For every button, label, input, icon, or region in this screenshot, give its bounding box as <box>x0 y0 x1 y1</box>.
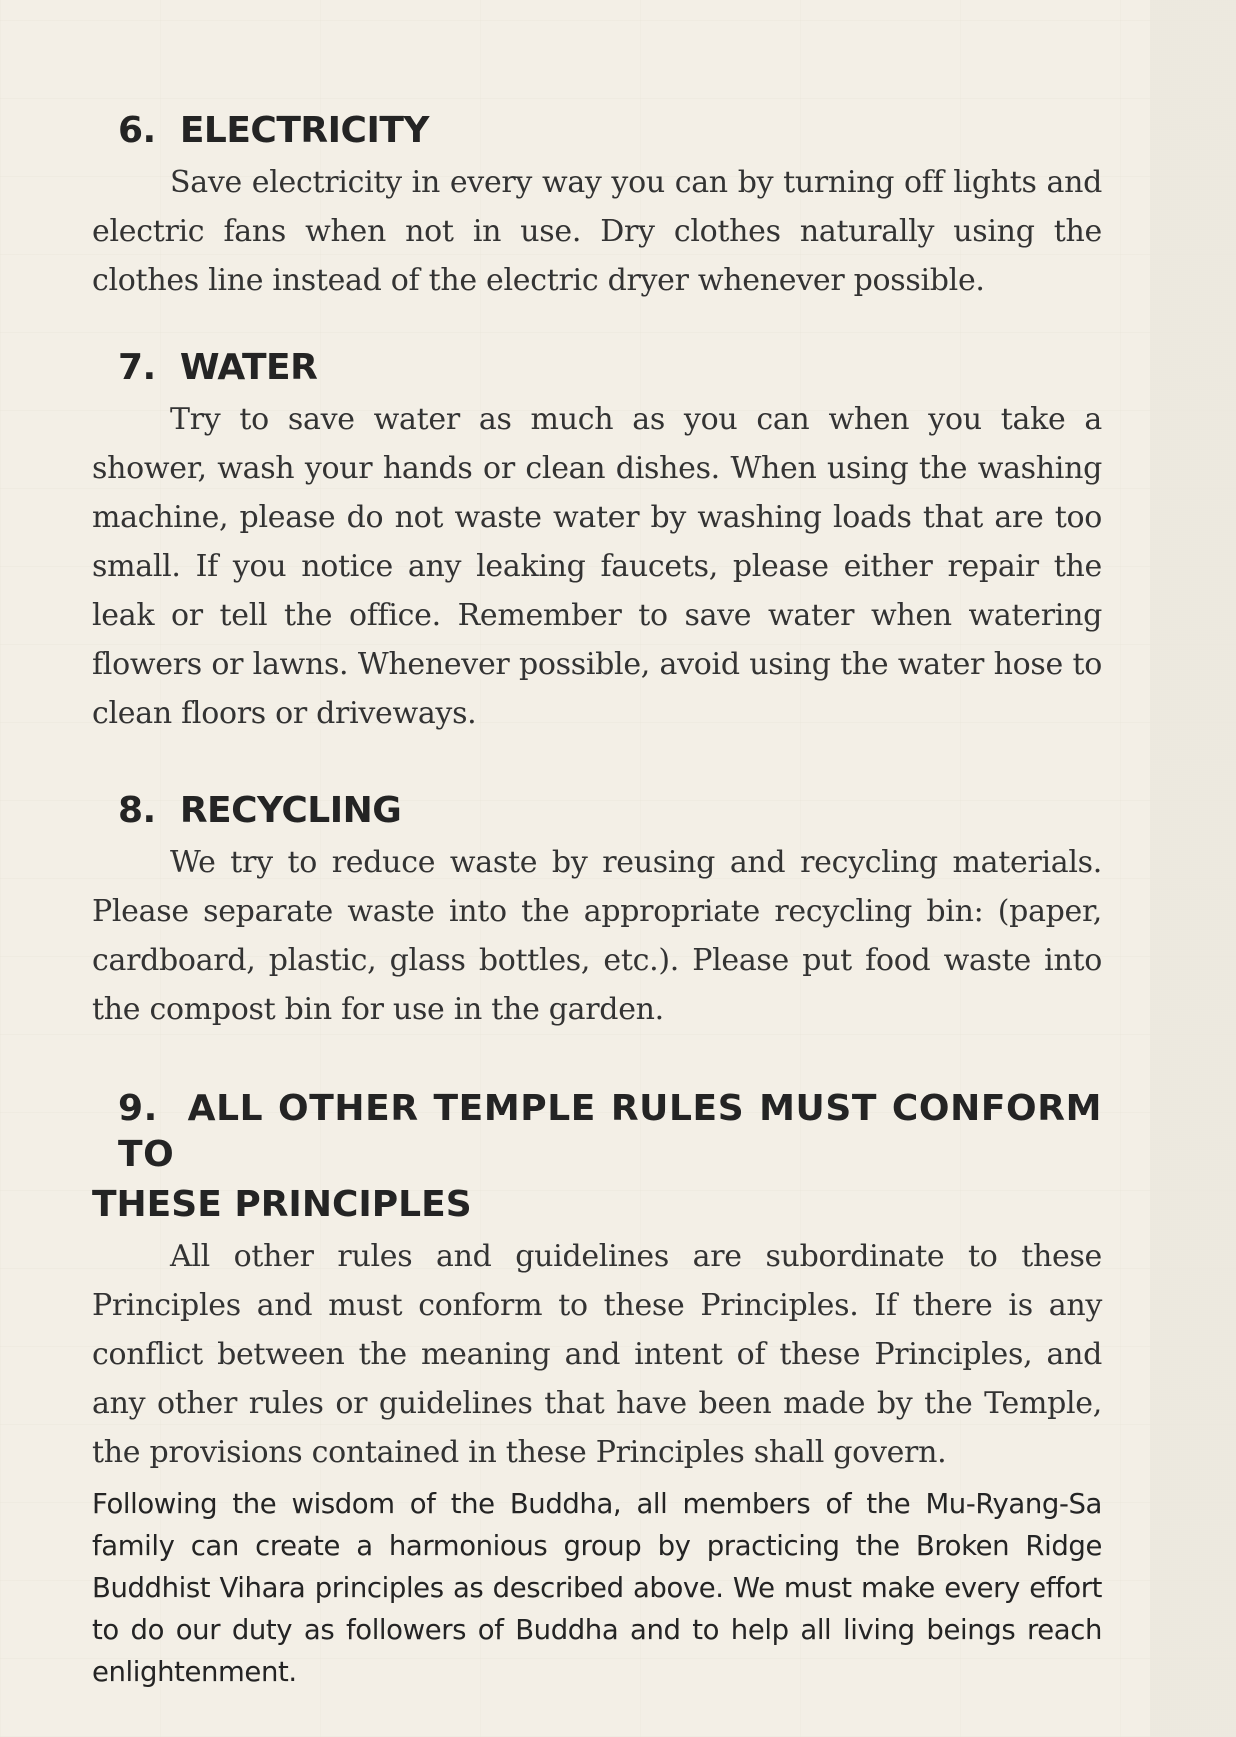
section-title-line1: ALL OTHER TEMPLE RULES MUST CONFORM TO <box>118 1088 1102 1175</box>
section-body <box>92 395 1102 738</box>
section-number: 7. <box>118 347 156 388</box>
section-text: All other rules and guidelines are subordinate to these Principles and must conform to these Principles. If there is any conflict between the meaning and intent of these Principles, and any other rules or guidelines that have been made by the Temple, the provisions contained in these Principles shall govern. <box>92 1239 1102 1470</box>
section-heading <box>118 1086 1102 1178</box>
section-text: We try to reduce waste by reusing and recycling materials. Please separate waste into the appropriate recycling bin: (paper, cardboard, plastic, glass bottles, etc.). Please put food waste into the compost bin for use in the garden. <box>92 845 1102 1027</box>
document-content <box>92 108 1102 1693</box>
section-text: Try to save water as much as you can when you take a shower, wash your hands or clean dishes. When using the washing machine, please do not waste water by washing loads that are too small. If you notice any leaking faucets, please either repair the leak or tell the office. Remember to save water when watering flowers or lawns. Whenever possible, avoid using the water hose to clean floors or driveways. <box>92 402 1102 731</box>
section-recycling <box>92 788 1102 1034</box>
closing-paragraph: Following the wisdom of the Buddha, all members of the Mu-Ryang-Sa family can create a harmonious group by practicing the Broken Ridge Buddhist Vihara principles as described above. We must make every effort to do our duty as followers of Buddha and to help all living beings reach enlightenment. <box>92 1488 1102 1688</box>
section-heading-continued <box>92 1182 1102 1228</box>
section-body <box>92 1232 1102 1477</box>
section-number: 9. <box>118 1088 158 1129</box>
section-title: ELECTRICITY <box>179 110 429 151</box>
section-heading <box>118 108 1102 154</box>
section-heading <box>118 788 1102 834</box>
section-body <box>92 838 1102 1034</box>
section-title-line2: THESE PRINCIPLES <box>92 1184 472 1225</box>
section-text: Save electricity in every way you can by turning off lights and electric fans when not in use. Dry clothes naturally using the clothes line instead of the electric dryer whenever possible. <box>92 165 1102 298</box>
section-body <box>92 158 1102 305</box>
section-title: WATER <box>179 347 318 388</box>
section-number: 6. <box>118 110 156 151</box>
section-title: RECYCLING <box>179 790 402 831</box>
section-number: 8. <box>118 790 156 831</box>
section-heading <box>118 345 1102 391</box>
section-electricity <box>92 108 1102 305</box>
section-other-rules <box>92 1086 1102 1693</box>
section-water <box>92 345 1102 738</box>
